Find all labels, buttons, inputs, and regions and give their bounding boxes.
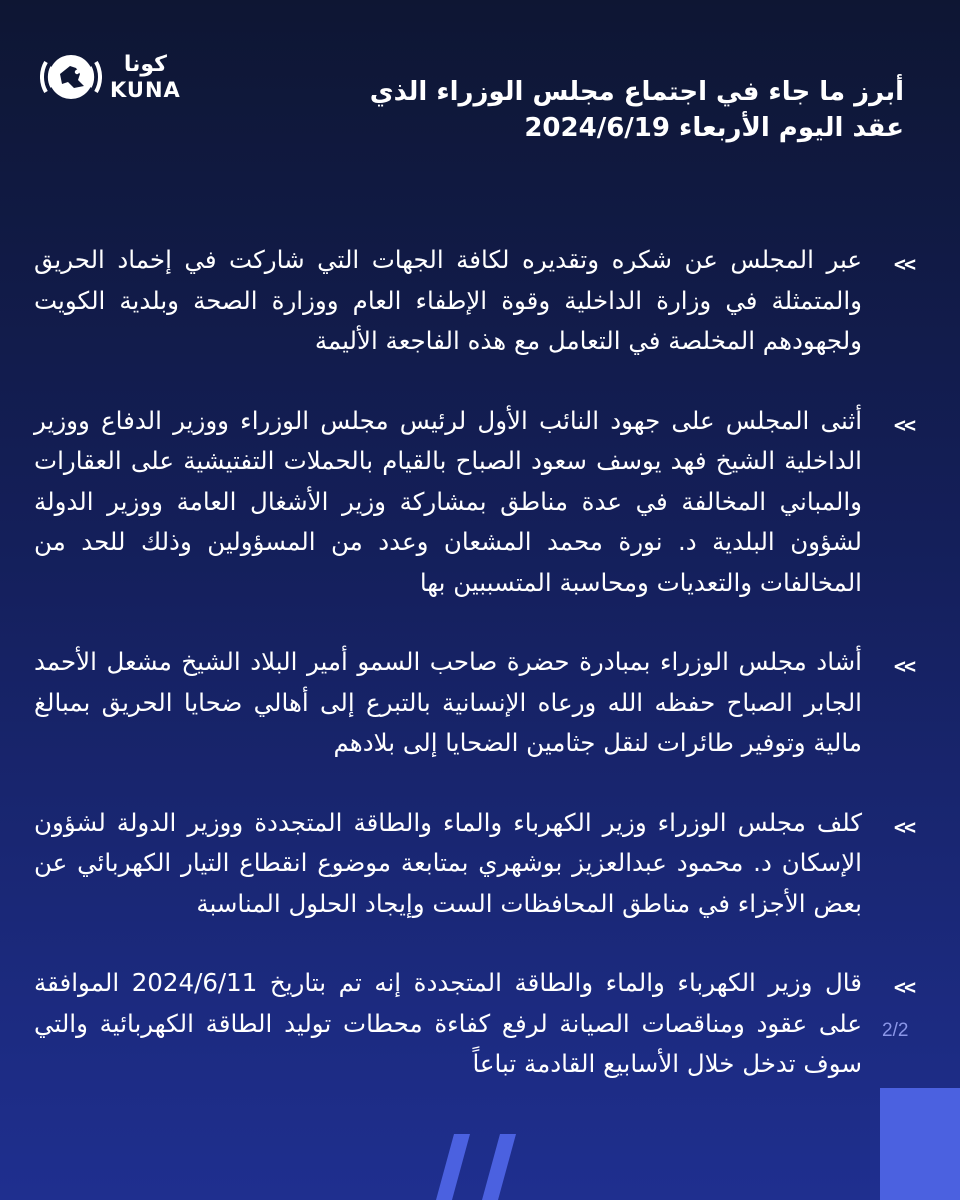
list-item-text: أثنى المجلس على جهود النائب الأول لرئيس مجلس الوزراء ووزير الدفاع ووزير الداخلية الشيخ فهد يوسف سعود الصباح بالقيام بالحملات التفتيشية على العقارات والمباني المخالفة في عدة مناطق بمشاركة وزير الأشغال العامة ووزير الدولة لشؤون البلدية د. نورة محمد المشعان وعدد من المسؤولين وذلك للحد من المخالفات والتعديات ومحاسبة المتسببين بها xyxy=(34,405,862,597)
list-item-text: عبر المجلس عن شكره وتقديره لكافة الجهات التي شاركت في إخماد الحريق والمتمثلة في وزارة الداخلية وقوة الإطفاء العام ووزارة الصحة وبلدية الكويت ولجهودهم المخلصة في التعامل مع هذه الفاجعة الأليمة xyxy=(34,245,862,355)
page-indicator: 2/2 xyxy=(882,1020,909,1041)
list-item-text: كلف مجلس الوزراء وزير الكهرباء والماء والطاقة المتجددة ووزير الدولة لشؤون الإسكان د. محمود عبدالعزيز بوشهري بمتابعة موضوع انقطاع التيار الكهربائي عن بعض الأجزاء في مناطق المحافظات الست وإيجاد الحلول المناسبة xyxy=(34,807,862,918)
list-item-text: قال وزير الكهرباء والماء والطاقة المتجددة إنه تم بتاريخ 2024/6/11 الموافقة على عقود ومناقصات الصيانة لرفع كفاءة محطات توليد الطاقة الكهربائية والتي سوف تدخل خلال الأسابيع القادمة تباعاً xyxy=(34,968,862,1078)
bullet-chevrons-icon: >> xyxy=(893,654,914,678)
kuna-logo xyxy=(40,46,210,108)
list-item xyxy=(34,401,914,604)
quote-marks-icon xyxy=(436,1134,526,1200)
bullet-chevrons-icon: >> xyxy=(893,412,914,437)
list-item xyxy=(34,803,914,925)
list-item xyxy=(34,642,914,764)
highlights-list xyxy=(34,240,914,1124)
accent-block xyxy=(880,1088,960,1200)
page-title: أبرز ما جاء في اجتماع مجلس الوزراء الذي عقد اليوم الأربعاء 2024/6/19 xyxy=(369,77,904,143)
kuwait-map-broadcast-icon xyxy=(40,46,102,108)
bullet-chevrons-icon: >> xyxy=(893,252,914,276)
logo-english-name: KUNA xyxy=(110,77,181,102)
list-item-text: أشاد مجلس الوزراء بمبادرة حضرة صاحب السمو أمير البلاد الشيخ مشعل الأحمد الجابر الصباح حفظه الله ورعاه الإنسانية بالتبرع إلى أهالي ضحايا الحريق بمبالغ مالية وتوفير طائرات لنقل جثامين الضحايا إلى بلادهم xyxy=(34,647,862,757)
bullet-chevrons-icon: >> xyxy=(893,975,914,999)
list-item xyxy=(34,240,914,362)
list-item xyxy=(34,963,914,1085)
bullet-chevrons-icon: >> xyxy=(893,814,914,839)
logo-arabic-name: كونا xyxy=(123,51,167,77)
